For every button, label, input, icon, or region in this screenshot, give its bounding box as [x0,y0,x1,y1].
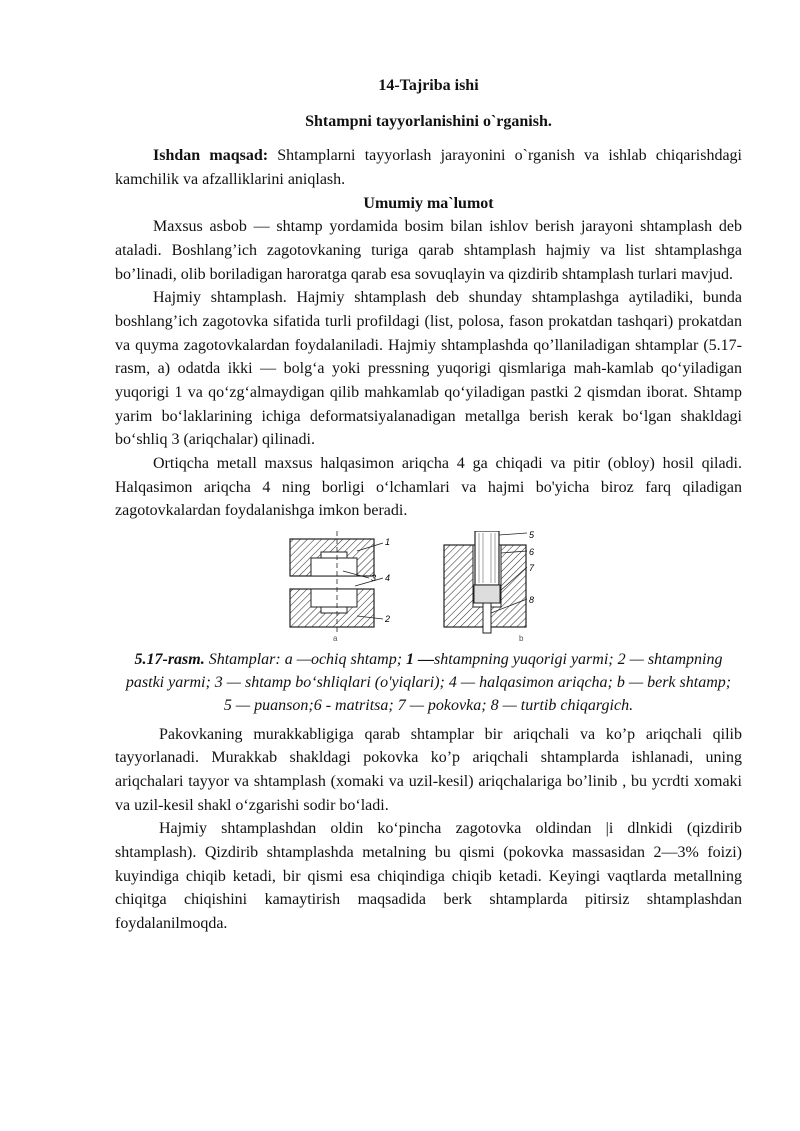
ejector [483,603,491,633]
stamp-diagram [287,531,577,643]
label-3: 3 [371,573,377,584]
lower-cavity-inner [321,607,347,613]
punch [475,531,499,585]
purpose-text: Shtamplarni tayyorlash jarayonini o`rganish va ishlab chiqarishdagi kamchilik va afzalliklarini aniqlash. [115,147,743,189]
paragraph-2: Hajmiy shtamplash. Hajmiy shtamplash deb shunday shtamplashga aytiladiki, bunda boshlang’ich zagotovka sifatida turli profildagi (list, polosa, fason prokatdan tashqari) prokatdan va quyma zagotovkalardan foydalaniladi. Hajmiy shtamplashda qo’llaniladigan shtamplar (5.17-rasm, a) odatda ikki — bolg‘a yoki pressning yuqorigi qismlariga mah-kamlab qo‘yiladigan yuqorigi 1 va qo‘zg‘almaydigan qilib mahkamlab qo‘yiladigan pastki 2 qismdan iborat. Shtamp yarim bo‘laklarining ichiga deformatsiyalanadigan metallga berish kerak bo‘lgan shakldagi bo‘shliq 3 (ariqchalar) qilinadi. [115,289,742,449]
page-subtitle: Shtampni tayyorlanishini o`rganish. [305,112,552,130]
caption-text-2: shtampning yuqorigi yarmi; 2 — shtampning pastki yarmi; 3 — shtamp bo‘shliqlari (o'yiqlari); 4 — halqasimon ariqcha; b — berk shtamp; 5 — puanson;6 - matritsa; 7 — pokovka; 8 — turtib chiqargich. [125,651,732,714]
label-6: 6 [529,547,535,558]
caption-label: 5.17-rasm. [134,651,205,669]
paragraph-3: Ortiqcha metall maxsus halqasimon ariqcha 4 ga chiqadi va pitir (obloy) hosil qiladi. Halqasimon ariqcha 4 ning borligi o‘lchamlari va hajmi bo'yicha biroz farq qiladigan zagotovkalardan foydalanishga imkon beradi. [115,455,742,520]
open-stamp-drawing [290,531,390,643]
figure-caption [115,649,742,718]
paragraph-5: Hajmiy shtamplashdan oldin ko‘pincha zagotovka oldindan |i dlnkidi (qizdirib shtamplash). Qizdirib shtamplashda metalning bu qismi (pokovka massasidan 2—3% foizi) kuyindiga chiqib ketadi, bir qismi esa chiqindiga chiqib ketadi. Keyingi vaqtlarda metallning chiqitga chiqishini kamaytirish maqsadida berk shtamplarda pitirsiz shtamplashdan foydalanilmoqda. [115,820,742,933]
label-a: a [333,634,338,644]
paragraph-1: Maxsus asbob — shtamp yordamida bosim bilan ishlov berish jarayoni shtamplash deb ataladi. Boshlang’ich zagotovkaning turiga qarab shtamplash hajmiy va list shtamplashga bo’linadi, olib boriladigan haroratga qarab esa sovuqlayin va qizdirib shtamplash turlari mavjud. [115,218,742,283]
closed-stamp-drawing [444,531,535,643]
label-5: 5 [529,531,535,541]
upper-cavity-inner [321,552,347,558]
page-title: 14-Tajriba ishi [378,77,479,94]
label-2: 2 [385,614,391,625]
purpose-label: Ishdan maqsad: [153,147,269,165]
label-7: 7 [529,563,535,574]
label-1: 1 [385,537,391,548]
caption-bold-1: 1 — [406,651,435,669]
lower-cavity [311,589,357,607]
label-4: 4 [385,573,391,584]
label-b: b [519,634,524,644]
label-8: 8 [529,595,535,606]
figure-5-17 [115,531,742,643]
purpose-paragraph [115,144,742,191]
section-heading: Umumiy ma`lumot [363,194,494,212]
paragraph-4: Pakovkaning murakkabligiga qarab shtamplar bir ariqchali va ko’p ariqchali qilib tayyorlanadi. Murakkab shakldagi pokovka ko’p ariqchali shtamplarda ishlanadi, uning ariqchalari tayyor va shtamplash (xomaki va uzil-kesil) ariqchalariga bo’linib , bu ycrdti xomaki va uzil-kesil shakl o‘zgarishi sodir bo‘ladi. [115,725,742,814]
forging [474,585,500,603]
caption-text-1: Shtamplar: a —ochiq shtamp; [204,651,407,669]
document-content [115,74,742,936]
